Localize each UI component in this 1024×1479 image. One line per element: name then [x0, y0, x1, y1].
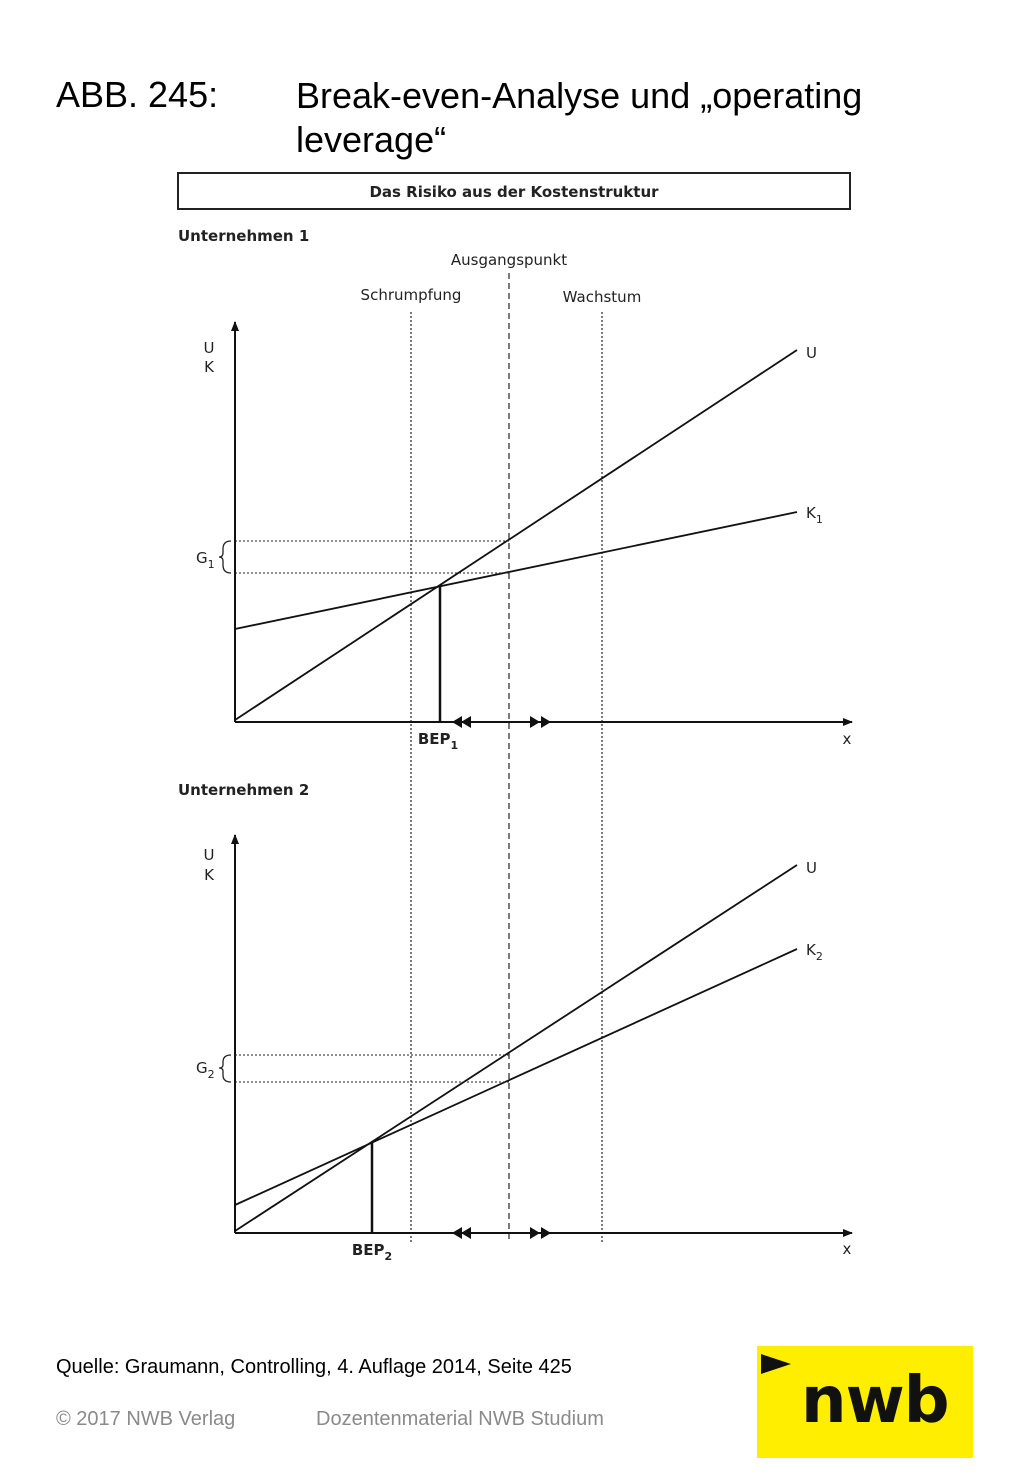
panel2-revenue-label: U — [806, 859, 817, 877]
panel1-cost-label — [806, 504, 823, 526]
box-title: Das Risiko aus der Kostenstruktur — [369, 183, 659, 201]
panel-unternehmen-2 — [178, 781, 852, 1263]
panel2-cost-subscript: 2 — [815, 950, 823, 963]
panel2-bep-label — [352, 1241, 392, 1263]
panel1-cost-letter: K — [806, 504, 816, 522]
panel1-cost-subscript: 1 — [815, 513, 823, 526]
panel2-left-double-arrow-icon — [452, 1227, 471, 1239]
panel2-y-label-u: U — [203, 846, 215, 864]
label-ausgangspunkt: Ausgangspunkt — [450, 251, 568, 269]
panel2-profit-subscript: 2 — [207, 1068, 215, 1081]
panel1-revenue-label: U — [806, 344, 817, 362]
panel1-heading: Unternehmen 1 — [178, 227, 310, 245]
panel2-cost-line — [235, 949, 797, 1205]
panel1-bep-label — [418, 730, 458, 752]
label-wachstum: Wachstum — [562, 288, 642, 306]
footer-material: Dozentenmaterial NWB Studium — [316, 1408, 604, 1430]
panel2-cost-label — [806, 941, 823, 963]
figure-title: Break-even-Analyse und „operating leverage“ — [296, 75, 863, 160]
panel1-profit-letter: G — [196, 549, 208, 567]
logo-text: nwb — [801, 1364, 949, 1438]
panel2-revenue-line — [235, 865, 797, 1231]
panel2-x-label: x — [842, 1240, 852, 1258]
footer-copyright: © 2017 NWB Verlag — [56, 1408, 236, 1430]
panel2-profit-label — [196, 1059, 215, 1081]
panel1-bep-subscript: 1 — [450, 739, 459, 752]
panel2-cost-letter: K — [806, 941, 816, 959]
panel1-bep-text: BEP — [417, 730, 451, 748]
panel2-profit-letter: G — [196, 1059, 208, 1077]
panel2-bep-text: BEP — [351, 1241, 385, 1259]
nwb-logo — [757, 1346, 973, 1458]
source-citation: Quelle: Graumann, Controlling, 4. Auflage 2014, Seite 425 — [56, 1356, 572, 1378]
figure-number: ABB. 245: — [56, 74, 219, 115]
panel1-profit-brace — [219, 541, 231, 573]
label-schrumpfung: Schrumpfung — [360, 286, 462, 304]
panel1-x-label: x — [842, 730, 852, 748]
logo-flag-icon — [761, 1354, 791, 1374]
panel2-bep-subscript: 2 — [384, 1250, 393, 1263]
panel1-profit-label — [196, 549, 215, 571]
panel1-left-double-arrow-icon — [452, 716, 471, 728]
panel1-profit-subscript: 1 — [207, 558, 215, 571]
panel2-y-label-k: K — [204, 866, 214, 884]
panel1-y-label-u: U — [203, 339, 215, 357]
panel-unternehmen-1 — [178, 227, 852, 752]
panel2-heading: Unternehmen 2 — [178, 781, 310, 799]
panel1-y-label-k: K — [204, 358, 214, 376]
panel1-revenue-line — [235, 350, 797, 720]
panel1-cost-line — [235, 512, 797, 629]
panel2-profit-brace — [219, 1055, 231, 1082]
